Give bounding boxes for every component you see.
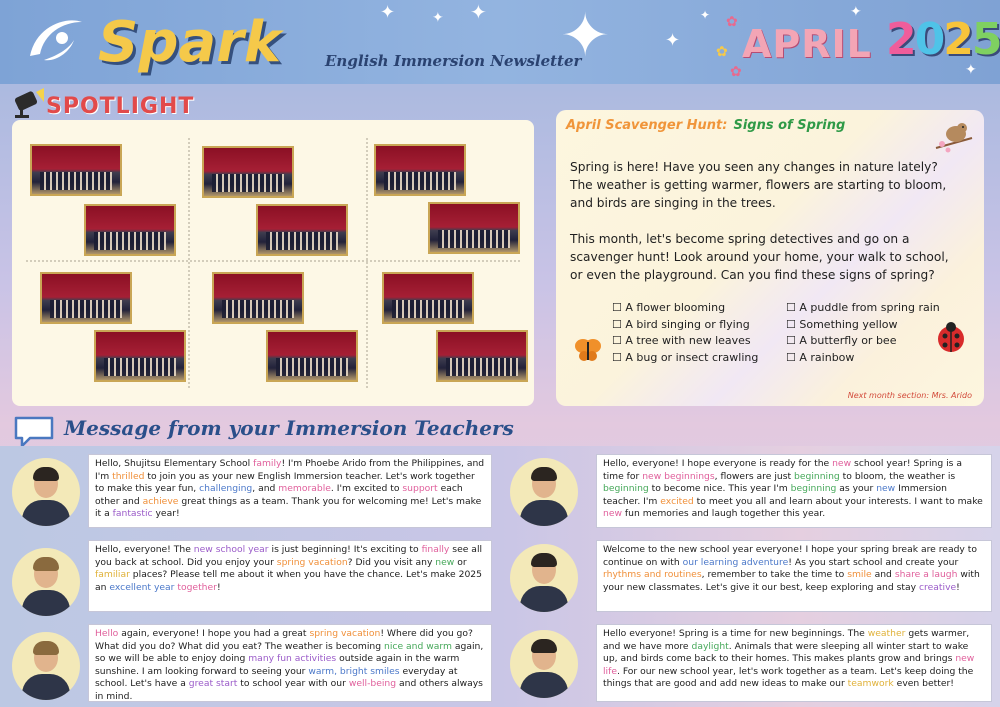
sparkle-icon: ✦ bbox=[380, 2, 396, 23]
flower-icon: ✿ bbox=[730, 64, 742, 80]
message-text: or bbox=[454, 556, 467, 568]
issue-year: 2025 bbox=[886, 14, 1000, 65]
highlighted-word: creative bbox=[919, 581, 957, 593]
message-text: . I'm excited to bbox=[330, 483, 403, 495]
highlighted-word: beginning bbox=[790, 483, 837, 495]
highlighted-word: new beginnings bbox=[642, 470, 715, 482]
class-photo bbox=[436, 330, 528, 382]
message-text: , flowers are just bbox=[714, 470, 795, 482]
checklist-item[interactable]: ☐ A flower blooming bbox=[612, 301, 726, 314]
checklist-item[interactable]: ☐ A tree with new leaves bbox=[612, 334, 751, 347]
teacher-message bbox=[596, 454, 992, 528]
highlighted-word: familiar bbox=[95, 569, 130, 581]
highlighted-word: beginning bbox=[603, 483, 649, 495]
highlighted-word: excellent year bbox=[109, 581, 175, 593]
checklist-item[interactable]: ☐ A bird singing or flying bbox=[612, 317, 750, 331]
highlighted-word: share a laugh bbox=[894, 569, 958, 581]
message-text: again, so we will be able to enjoy doing bbox=[95, 640, 484, 665]
message-text: outside again in the warm sunshine. I am looking forward to seeing your bbox=[95, 653, 460, 677]
highlighted-word: achieve bbox=[142, 495, 179, 507]
spotlight-photo-panel bbox=[12, 120, 534, 406]
speech-bubble-icon bbox=[12, 414, 56, 450]
grid-divider bbox=[188, 138, 190, 388]
checklist-item[interactable]: ☐ A rainbow bbox=[786, 350, 855, 364]
highlighted-word: great start bbox=[188, 678, 238, 690]
message-text: to become nice. This year I'm bbox=[648, 483, 791, 495]
message-text: great things as a team. Thank you for welcoming me! Let's make it a bbox=[95, 495, 482, 520]
highlighted-word: many fun activities bbox=[248, 653, 337, 665]
message-text: school year! Spring is a time for bbox=[603, 458, 962, 482]
sparkle-icon: ✦ bbox=[665, 30, 681, 51]
message-text: ! I'm Phoebe Arido from the Philippines, and I'm bbox=[95, 458, 485, 482]
highlighted-word: finally bbox=[421, 544, 450, 555]
highlighted-word: new life bbox=[603, 653, 975, 677]
highlighted-word: new bbox=[603, 508, 622, 520]
spotlight-icon bbox=[10, 88, 44, 118]
highlighted-word: support bbox=[402, 483, 438, 495]
highlighted-word: new school year bbox=[193, 544, 269, 555]
message-text: places? Please tell me about it when you have the chance. Let's make 2025 an bbox=[95, 569, 482, 593]
message-text: . For our new school year, let's work together as a team. Let's keep doing the things that are good and add new ideas to make our bbox=[603, 665, 974, 690]
message-text: again, everyone! I hope you had a great bbox=[118, 628, 310, 639]
highlighted-word: spring vacation bbox=[276, 556, 348, 568]
scavenger-hunt-panel bbox=[556, 110, 984, 406]
message-text: year! bbox=[152, 508, 180, 520]
grid-divider bbox=[366, 138, 368, 388]
teacher-avatar bbox=[12, 632, 80, 700]
flower-icon: ✿ bbox=[716, 44, 728, 60]
teacher-avatar bbox=[12, 548, 80, 616]
message-text: ! bbox=[956, 581, 960, 593]
class-photo bbox=[374, 144, 466, 196]
class-photo bbox=[428, 202, 520, 254]
hunt-paragraph: Spring is here! Have you seen any changes in nature lately? The weather is getting warmer, flowers are starting to bloom, and birds are singing in the trees. bbox=[570, 160, 947, 210]
message-text: and bbox=[871, 569, 895, 581]
highlighted-word: Hello bbox=[95, 628, 119, 639]
teacher-message bbox=[88, 540, 492, 612]
highlighted-word: our learning adventure bbox=[682, 556, 789, 568]
sparkle-icon: ✦ bbox=[470, 0, 487, 24]
sparkle-icon: ✦ bbox=[850, 4, 862, 20]
message-text: Hello everyone! Spring is a time for new beginnings. The bbox=[603, 628, 868, 639]
sparkle-icon: ✦ bbox=[965, 62, 977, 78]
class-photo bbox=[266, 330, 358, 382]
message-text: to join you as your new English Immersion teacher. Let's work together to make this year fun, bbox=[95, 470, 475, 495]
class-photo bbox=[202, 146, 294, 198]
teacher-avatar bbox=[510, 458, 578, 526]
scavenger-hunt-title: April Scavenger Hunt: Signs of Spring bbox=[566, 118, 846, 133]
checklist-item[interactable]: ☐ A butterfly or bee bbox=[786, 334, 897, 347]
message-text: to meet you all and learn about your interests. I want to make bbox=[693, 495, 983, 507]
class-photo bbox=[94, 330, 186, 382]
newsletter-subtitle: English Immersion Newsletter bbox=[325, 52, 582, 70]
teacher-avatar bbox=[510, 544, 578, 612]
message-text: . Animals that were sleeping all winter start to wake up, and birds come back to their homes. This makes plants grow and brings bbox=[603, 640, 969, 665]
teacher-message bbox=[88, 454, 492, 528]
message-text: ! As you start school and create your bbox=[788, 556, 959, 568]
message-text: ! bbox=[216, 581, 221, 593]
highlighted-word: well-being bbox=[348, 678, 397, 690]
issue-month: APRIL bbox=[742, 22, 872, 66]
class-photo bbox=[84, 204, 176, 256]
checklist-item[interactable]: ☐ A puddle from spring rain bbox=[786, 301, 940, 314]
highlighted-word: smile bbox=[847, 569, 872, 581]
message-text: , and bbox=[252, 483, 279, 495]
highlighted-word: fantastic bbox=[112, 508, 153, 520]
message-text: Immersion teacher. I'm bbox=[603, 483, 947, 507]
message-text: see all you back at school. Did you enjoy your bbox=[95, 544, 483, 568]
highlighted-word: family bbox=[253, 458, 282, 469]
teacher-message bbox=[596, 624, 992, 702]
message-text: everyday at school. Let's have a bbox=[95, 665, 458, 690]
bird-icon bbox=[934, 118, 974, 154]
highlighted-word: weather bbox=[867, 628, 906, 639]
flower-icon: ✿ bbox=[726, 14, 738, 30]
message-text: gets warmer, and we have more bbox=[603, 628, 970, 652]
highlighted-word: warm, bright smiles bbox=[308, 665, 400, 677]
highlighted-word: thrilled bbox=[112, 470, 145, 482]
class-photo bbox=[30, 144, 122, 196]
highlighted-word: spring vacation bbox=[309, 628, 381, 639]
message-text: each other and bbox=[95, 483, 463, 507]
class-photo bbox=[212, 272, 304, 324]
highlighted-word: excited bbox=[660, 495, 694, 507]
message-text: and others always in mind. bbox=[95, 678, 483, 702]
hunt-paragraph: This month, let's become spring detectives and go on a scavenger hunt! Look around your home, your walk to school, or even the playground. Can you find these signs of spring? bbox=[570, 232, 949, 282]
highlighted-word: beginning bbox=[794, 470, 840, 482]
highlighted-word: challenging bbox=[199, 483, 253, 495]
class-photo bbox=[382, 272, 474, 324]
class-photo bbox=[40, 272, 132, 324]
ladybug-icon bbox=[934, 320, 968, 354]
highlighted-word: new bbox=[435, 556, 455, 568]
grid-divider bbox=[26, 260, 520, 262]
checklist-right bbox=[786, 300, 940, 366]
message-text: Hello, everyone! I hope everyone is ready for the bbox=[603, 458, 833, 469]
spotlight-heading: SPOTLIGHT bbox=[46, 94, 195, 119]
header-banner bbox=[0, 0, 1000, 84]
sparkle-icon: ✦ bbox=[560, 1, 611, 71]
next-month-note: Next month section: Mrs. Arido bbox=[847, 391, 972, 400]
highlighted-word: teamwork bbox=[847, 678, 894, 690]
highlighted-word: nice and warm bbox=[384, 640, 452, 652]
message-text: , remember to take the time to bbox=[701, 569, 848, 581]
checklist-left bbox=[612, 300, 758, 366]
teacher-avatar bbox=[12, 458, 80, 526]
highlighted-word: new bbox=[832, 458, 852, 469]
message-text: ? Did you visit any bbox=[347, 556, 436, 568]
sparkle-icon: ✦ bbox=[432, 10, 444, 26]
checklist-item[interactable]: ☐ Something yellow bbox=[786, 317, 898, 331]
teacher-avatar bbox=[510, 630, 578, 698]
message-text: Hello, Shujitsu Elementary School bbox=[95, 458, 254, 469]
message-text: is just beginning! It's exciting to bbox=[268, 544, 422, 555]
message-text: as your bbox=[836, 483, 877, 495]
highlighted-word: new bbox=[876, 483, 896, 495]
sparkle-icon: ✦ bbox=[700, 8, 711, 22]
messages-heading: Message from your Immersion Teachers bbox=[64, 416, 514, 440]
highlighted-word: memorable bbox=[278, 483, 331, 495]
scavenger-hunt-body bbox=[570, 158, 960, 302]
message-text: Welcome to the new school year everyone! I hope your spring break are ready to continue on with bbox=[603, 544, 978, 568]
butterfly-icon bbox=[574, 336, 602, 364]
highlighted-word: daylight bbox=[691, 640, 729, 652]
message-text: to school year with our bbox=[237, 678, 349, 690]
message-text: even better! bbox=[893, 678, 954, 690]
message-text: fun memories and laugh together this year. bbox=[622, 508, 826, 520]
highlighted-word: rhythms and routines bbox=[603, 569, 702, 581]
message-text: with your new classmates. Let's give it our best, keep exploring and stay bbox=[603, 569, 980, 593]
highlighted-word: together bbox=[177, 581, 217, 593]
brand-title: Spark bbox=[98, 10, 282, 75]
class-photo bbox=[256, 204, 348, 256]
spark-logo-icon bbox=[22, 10, 86, 74]
message-text: to bloom, the weather is bbox=[839, 470, 956, 482]
checklist-item[interactable]: ☐ A bug or insect crawling bbox=[612, 350, 759, 364]
teacher-message bbox=[596, 540, 992, 612]
message-text: ! Where did you go? What did you do? What did you eat? The weather is becoming bbox=[95, 628, 473, 652]
teacher-message bbox=[88, 624, 492, 702]
message-text: Hello, everyone! The bbox=[95, 544, 194, 555]
